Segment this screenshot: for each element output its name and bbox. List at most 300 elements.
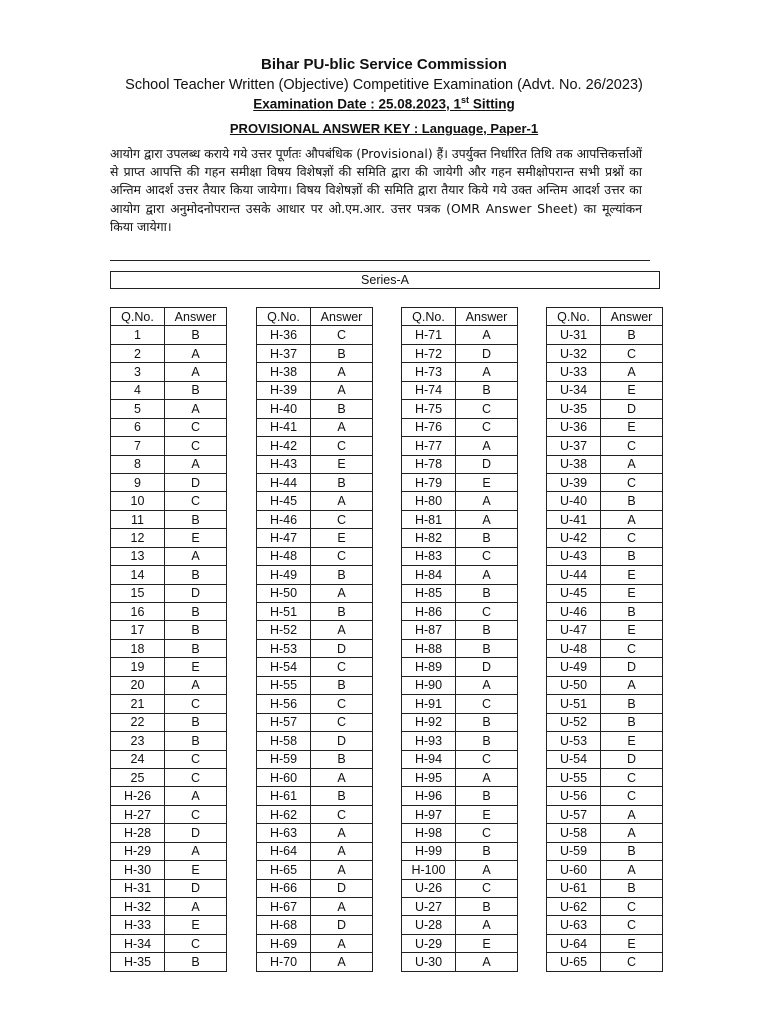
answer-value: B [456,381,518,399]
table-row [111,621,227,639]
question-number: 16 [111,603,165,621]
question-number: H-89 [402,658,456,676]
question-number: H-74 [402,381,456,399]
answer-value: B [601,713,663,731]
table-row [257,676,373,694]
answer-value: E [601,418,663,436]
table-row [547,916,663,934]
table-row [402,473,518,491]
question-number: H-97 [402,805,456,823]
question-number: 14 [111,566,165,584]
question-number: U-27 [402,898,456,916]
answer-value: D [311,916,373,934]
table-row [111,418,227,436]
question-number: H-35 [111,953,165,971]
table-row [402,363,518,381]
answer-value: E [165,658,227,676]
answer-value: A [165,400,227,418]
answer-value: A [165,455,227,473]
table-row [257,824,373,842]
table-header-row [257,308,373,326]
question-number: 8 [111,455,165,473]
col-answer-header: Answer [311,308,373,326]
question-number: U-48 [547,639,601,657]
question-number: H-50 [257,584,311,602]
table-row [111,732,227,750]
table-row [257,400,373,418]
question-number: H-64 [257,842,311,860]
answer-value: B [165,953,227,971]
col-qno-header: Q.No. [547,308,601,326]
question-number: 22 [111,713,165,731]
answer-table-3 [401,307,518,972]
question-number: U-34 [547,381,601,399]
table-row [257,805,373,823]
answer-value: B [456,529,518,547]
exam-date [0,95,768,112]
table-row [547,861,663,879]
question-number: U-55 [547,768,601,786]
answer-value: A [311,934,373,952]
answer-value: C [601,529,663,547]
table-row [111,824,227,842]
answer-value: B [165,621,227,639]
table-row [547,676,663,694]
table-row [402,603,518,621]
question-number: H-99 [402,842,456,860]
answer-value: D [165,584,227,602]
question-number: H-27 [111,805,165,823]
col-qno-header: Q.No. [111,308,165,326]
answer-value: A [165,676,227,694]
answer-value: B [311,344,373,362]
table-row [402,437,518,455]
table-row [547,953,663,971]
table-row [547,492,663,510]
answer-value: A [311,363,373,381]
answer-value: C [311,695,373,713]
answer-value: E [601,381,663,399]
table-row [111,473,227,491]
table-row [111,547,227,565]
answer-value: C [456,603,518,621]
answer-value: A [456,916,518,934]
answer-value: A [456,566,518,584]
question-number: U-38 [547,455,601,473]
answer-value: D [165,879,227,897]
table-row [111,934,227,952]
table-row [111,953,227,971]
table-row [402,529,518,547]
table-row [402,879,518,897]
answer-table-2 [256,307,373,972]
answer-value: C [311,326,373,344]
question-number: U-37 [547,437,601,455]
question-number: U-54 [547,750,601,768]
question-number: H-48 [257,547,311,565]
answer-value: C [311,547,373,565]
answer-value: A [601,861,663,879]
question-number: 13 [111,547,165,565]
table-row [402,639,518,657]
answer-value: A [601,676,663,694]
question-number: H-75 [402,400,456,418]
answer-value: C [311,658,373,676]
table-row [111,898,227,916]
answer-value: E [311,529,373,547]
answer-value: E [165,916,227,934]
question-number: H-40 [257,400,311,418]
col-qno-header: Q.No. [257,308,311,326]
answer-value: B [311,787,373,805]
table-row [257,750,373,768]
answer-value: A [311,861,373,879]
question-number: H-45 [257,492,311,510]
table-row [111,492,227,510]
question-number: H-53 [257,639,311,657]
table-row [547,381,663,399]
question-number: U-51 [547,695,601,713]
table-row [547,658,663,676]
table-row [257,916,373,934]
question-number: H-47 [257,529,311,547]
question-number: H-85 [402,584,456,602]
question-number: U-52 [547,713,601,731]
question-number: H-82 [402,529,456,547]
question-number: H-38 [257,363,311,381]
question-number: U-46 [547,603,601,621]
answer-value: B [165,381,227,399]
answer-value: A [456,676,518,694]
table-row [547,842,663,860]
answer-value: A [165,898,227,916]
table-row [257,381,373,399]
table-row [547,326,663,344]
answer-value: A [311,842,373,860]
answer-value: A [601,805,663,823]
question-number: H-71 [402,326,456,344]
answer-value: B [311,473,373,491]
table-row [111,455,227,473]
question-number: 10 [111,492,165,510]
answer-value: B [601,695,663,713]
answer-value: E [165,861,227,879]
answer-value: C [601,953,663,971]
table-row [257,621,373,639]
table-row [402,584,518,602]
answer-value: E [601,566,663,584]
table-row [257,732,373,750]
question-number: H-54 [257,658,311,676]
answer-value: D [601,400,663,418]
table-row [257,326,373,344]
question-number: U-47 [547,621,601,639]
answer-value: A [311,584,373,602]
table-header-row [111,308,227,326]
question-number: H-70 [257,953,311,971]
table-row [547,805,663,823]
answer-value: A [311,953,373,971]
question-number: H-55 [257,676,311,694]
question-number: H-69 [257,934,311,952]
answer-value: A [165,842,227,860]
table-row [257,934,373,952]
question-number: H-31 [111,879,165,897]
question-number: H-84 [402,566,456,584]
table-row [402,732,518,750]
question-number: 7 [111,437,165,455]
answer-value: C [165,805,227,823]
question-number: H-57 [257,713,311,731]
answer-value: C [601,473,663,491]
question-number: U-26 [402,879,456,897]
table-row [111,566,227,584]
table-row [111,787,227,805]
question-number: U-58 [547,824,601,842]
answer-value: C [165,695,227,713]
table-row [402,400,518,418]
table-row [547,566,663,584]
answer-value: A [601,510,663,528]
question-number: H-56 [257,695,311,713]
table-row [111,861,227,879]
table-row [402,621,518,639]
answer-value: C [165,492,227,510]
question-number: U-61 [547,879,601,897]
answer-value: A [165,547,227,565]
question-number: 15 [111,584,165,602]
question-number: H-78 [402,455,456,473]
table-row [257,787,373,805]
question-number: 24 [111,750,165,768]
answer-value: A [601,824,663,842]
table-row [111,879,227,897]
table-row [402,768,518,786]
question-number: 19 [111,658,165,676]
table-row [111,658,227,676]
table-row [257,658,373,676]
table-row [257,363,373,381]
table-row [257,695,373,713]
answer-value: A [311,824,373,842]
table-row [547,547,663,565]
answer-value: C [165,418,227,436]
series-label: Series-A [110,271,660,289]
table-row [402,455,518,473]
answer-value: B [601,842,663,860]
table-row [402,344,518,362]
answer-value: C [311,713,373,731]
question-number: 5 [111,400,165,418]
table-row [111,510,227,528]
exam-date-label: Examination Date : 25.08.2023, 1 [253,96,462,112]
answer-value: E [456,934,518,952]
answer-value: C [165,768,227,786]
table-row [547,898,663,916]
answer-value: C [601,639,663,657]
answer-value: C [456,879,518,897]
answer-value: C [165,437,227,455]
question-number: U-35 [547,400,601,418]
answer-value: D [601,750,663,768]
answer-value: A [165,363,227,381]
answer-value: D [165,824,227,842]
answer-value: A [456,768,518,786]
table-row [547,787,663,805]
question-number: H-41 [257,418,311,436]
answer-value: B [601,603,663,621]
table-row [111,344,227,362]
answer-value: C [456,418,518,436]
table-row [402,713,518,731]
table-row [111,400,227,418]
table-row [402,381,518,399]
question-number: U-31 [547,326,601,344]
answer-value: B [311,750,373,768]
answer-value: D [311,879,373,897]
answer-value: E [456,473,518,491]
answer-value: E [456,805,518,823]
table-row [547,455,663,473]
answer-value: A [456,953,518,971]
table-row [547,418,663,436]
answer-value: E [601,621,663,639]
answer-value: C [601,768,663,786]
question-number: U-33 [547,363,601,381]
question-number: 3 [111,363,165,381]
answer-value: C [165,750,227,768]
table-row [402,492,518,510]
answer-value: C [311,437,373,455]
answer-value: C [456,824,518,842]
question-number: H-96 [402,787,456,805]
table-row [257,639,373,657]
question-number: H-34 [111,934,165,952]
question-number: H-88 [402,639,456,657]
table-header-row [547,308,663,326]
question-number: H-46 [257,510,311,528]
question-number: U-63 [547,916,601,934]
table-row [257,547,373,565]
answer-value: C [601,787,663,805]
answer-value: B [601,326,663,344]
table-row [257,861,373,879]
answer-value: B [311,566,373,584]
answer-value: A [456,437,518,455]
question-number: H-33 [111,916,165,934]
table-row [111,713,227,731]
answer-value: B [456,713,518,731]
table-row [111,603,227,621]
table-row [257,713,373,731]
answer-value: C [311,510,373,528]
answer-value: A [311,492,373,510]
table-header-row [402,308,518,326]
answer-value: B [456,787,518,805]
answer-value: B [165,566,227,584]
question-number: H-94 [402,750,456,768]
question-number: H-80 [402,492,456,510]
table-row [547,732,663,750]
question-number: 2 [111,344,165,362]
answer-value: D [311,732,373,750]
table-row [547,750,663,768]
table-row [257,898,373,916]
table-row [257,584,373,602]
table-row [111,916,227,934]
question-number: H-83 [402,547,456,565]
table-row [111,381,227,399]
answer-value: C [456,547,518,565]
table-row [111,842,227,860]
table-row [402,953,518,971]
notice-paragraph: आयोग द्वारा उपलब्ध कराये गये उत्तर पूर्णतः औपबंधिक (Provisional) हैं। उपर्युक्त निर्धारित तिथि तक आपत्तिकर्त्ताओं से प्राप्त आपत्ति की गहन समीक्षा विषय विशेषज्ञों की समिति द्वारा की जायेगी और गहन समीक्षोपरान्त सभी प्रश्नों का अन्तिम आदर्श उत्तर तैयार किया जायेगा। विषय विशेषज्ञों की समिति द्वारा तैयार किये गये उक्त अन्तिम आदर्श उत्तर का आयोग द्वारा अनुमोदनोपरान्त उसके आधार पर ओ.एम.आर. उत्तर पत्रक (OMR Answer Sheet) का मूल्यांकन किया जायेगा। [110,146,642,234]
answer-value: C [456,750,518,768]
question-number: U-36 [547,418,601,436]
table-row [402,934,518,952]
answer-value: A [456,326,518,344]
table-row [257,603,373,621]
question-number: 25 [111,768,165,786]
question-number: H-93 [402,732,456,750]
table-row [257,473,373,491]
answer-value: A [601,455,663,473]
question-number: H-36 [257,326,311,344]
question-number: H-49 [257,566,311,584]
answer-value: B [165,732,227,750]
answer-value: E [601,732,663,750]
table-row [547,363,663,381]
table-row [257,344,373,362]
answer-value: B [311,603,373,621]
col-answer-header: Answer [165,308,227,326]
question-number: H-72 [402,344,456,362]
question-number: H-44 [257,473,311,491]
question-number: H-59 [257,750,311,768]
table-row [547,639,663,657]
table-row [111,676,227,694]
question-number: U-32 [547,344,601,362]
question-number: H-65 [257,861,311,879]
question-number: H-32 [111,898,165,916]
question-number: H-100 [402,861,456,879]
table-row [402,842,518,860]
table-row [111,584,227,602]
answer-value: B [456,898,518,916]
question-number: 21 [111,695,165,713]
table-row [402,547,518,565]
question-number: H-52 [257,621,311,639]
table-row [547,510,663,528]
question-number: U-44 [547,566,601,584]
question-number: H-62 [257,805,311,823]
question-number: H-92 [402,713,456,731]
answer-value: B [456,621,518,639]
answer-value: E [165,529,227,547]
question-number: 4 [111,381,165,399]
answer-value: C [601,898,663,916]
question-number: H-60 [257,768,311,786]
question-number: H-73 [402,363,456,381]
answer-value: B [456,584,518,602]
question-number: U-41 [547,510,601,528]
table-row [402,326,518,344]
commission-title: Bihar PU-blic Service Commission [261,56,507,73]
table-row [257,437,373,455]
table-row [547,603,663,621]
question-number: 23 [111,732,165,750]
table-row [257,566,373,584]
